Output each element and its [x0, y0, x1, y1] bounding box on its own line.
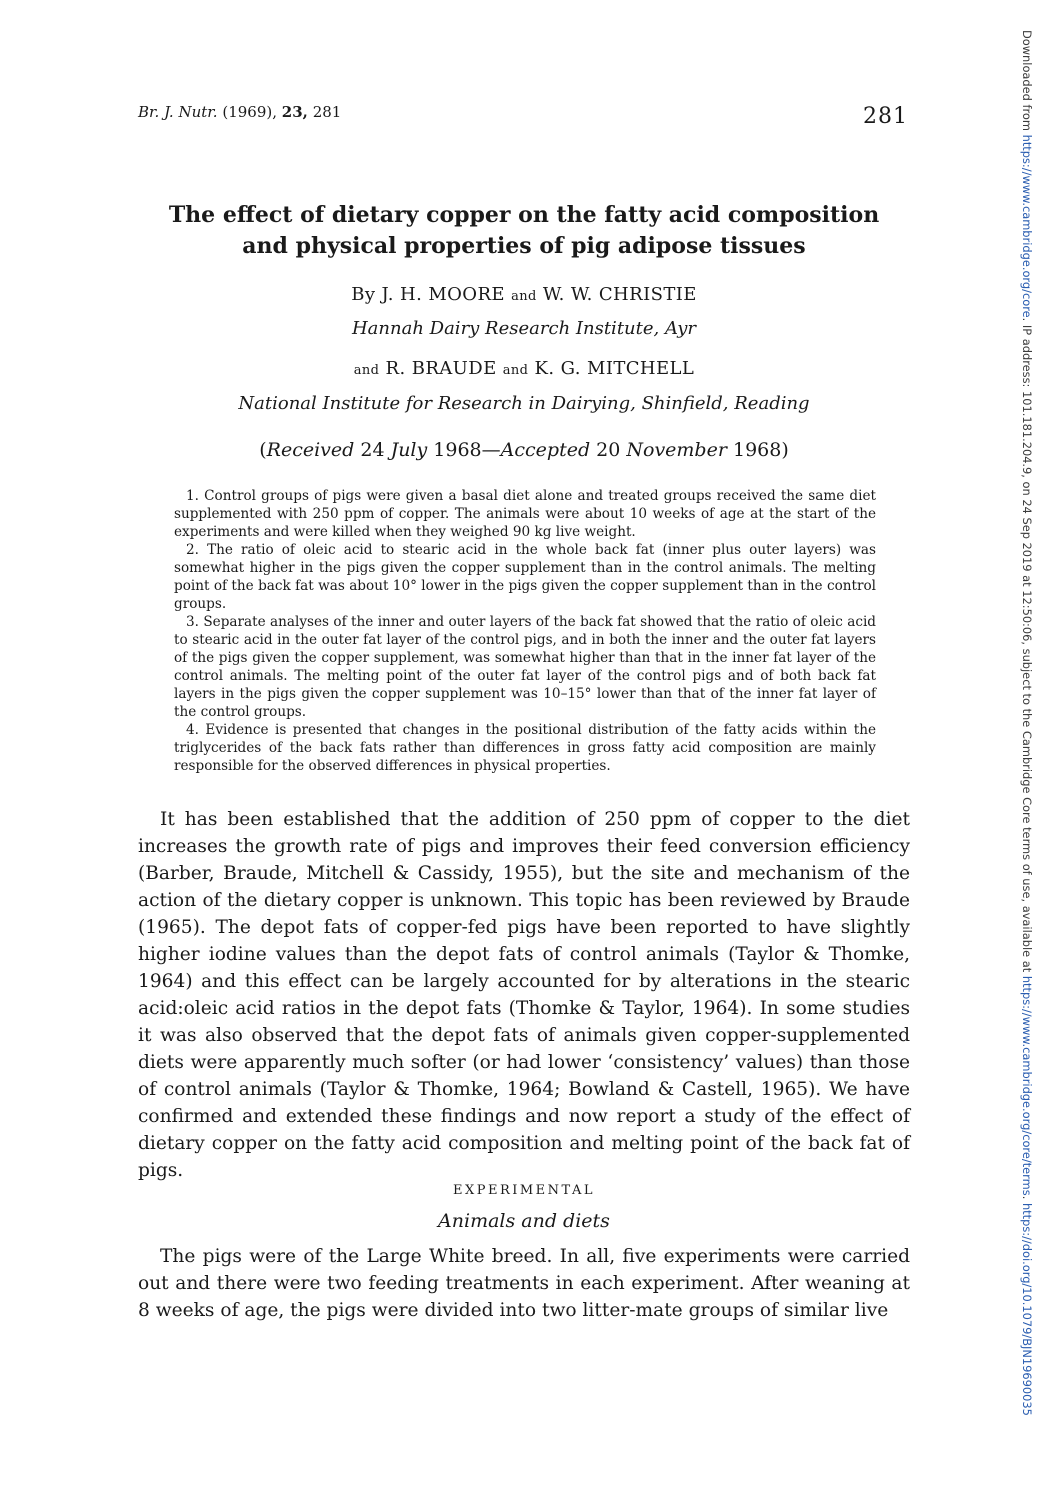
title-line-2: and physical properties of pig adipose tissues: [242, 233, 806, 259]
author-moore: J. H. MOORE: [381, 284, 505, 305]
section-heading: EXPERIMENTAL: [452, 1183, 596, 1198]
experimental-paragraph: The pigs were of the Large White breed. In all, five experiments were carried out and there were two feeding treatments in each experiment. After weaning at 8 weeks of age, the pigs were divided into two litter-mate groups of similar live: [138, 1246, 910, 1321]
and-label: and: [511, 289, 537, 304]
experimental-text: [138, 1243, 910, 1324]
page-number: 281: [863, 104, 908, 129]
affiliation-hannah: Hannah Dairy Research Institute, Ayr: [351, 318, 697, 339]
author-line-2: [138, 358, 910, 379]
abstract-point: 3. Separate analyses of the inner and outer layers of the back fat showed that the ratio of oleic acid to stearic acid in the outer fat layer of the control pigs, and in both the inner and the outer fat layers of the pigs given the copper supplement, was somewhat higher than that in the inner fat layer of the control animals. The melting point of the outer fat layer of the control pigs and of both back fat layers in the pigs given the copper supplement was 10–15° lower than that of the inner fat layer of the control groups.: [174, 614, 876, 720]
author-braude: R. BRAUDE: [385, 358, 497, 379]
author-christie: W. W. CHRISTIE: [542, 284, 697, 305]
received-dates: (Received 24 July 1968—Accepted 20 November 1968): [259, 439, 789, 461]
journal-start-page: 281: [312, 103, 342, 121]
journal-volume: 23,: [281, 103, 308, 121]
received-label: Received: [266, 439, 355, 461]
and-label: and: [502, 363, 529, 378]
author-line-1: [138, 284, 910, 305]
by-label: By: [351, 284, 376, 305]
accepted-label: Accepted: [500, 439, 591, 461]
abstract-point: 4. Evidence is presented that changes in the positional distribution of the fatty acids within the triglycerides of the back fats rather than differences in gross fatty acid composition are mainly responsible for the observed differences in physical properties.: [174, 722, 876, 774]
author-mitchell: K. G. MITCHELL: [534, 358, 695, 379]
abstract-point: 2. The ratio of oleic acid to stearic acid in the whole back fat (inner plus outer layers) was somewhat higher in the pigs given the copper supplement than in the control animals. The melting point of the back fat was about 10° lower in the pigs given the copper supplement than in the control groups.: [174, 542, 876, 612]
download-notice: Downloaded from https://www.cambridge.org/core. IP address: 101.181.204.9, on 24 Sep 2019 at 12:50:06, subject to the Cambridge Core terms of use, available at https://www.cambridge.org/core/terms. https://doi.org/10.1079/BJN19690035: [1020, 30, 1034, 1416]
abstract-point: 1. Control groups of pigs were given a basal diet alone and treated groups received the same diet supplemented with 250 ppm of copper. The animals were about 10 weeks of age at the start of the experiments and were killed when they weighed 90 kg live weight.: [174, 488, 876, 540]
article-title: [138, 200, 910, 262]
subsection-heading: Animals and diets: [438, 1210, 610, 1232]
abstract: [174, 487, 876, 775]
introduction: [138, 806, 910, 1184]
title-line-1: The effect of dietary copper on the fatty acid composition: [168, 202, 880, 228]
terms-link[interactable]: https://www.cambridge.org/core/terms: [1020, 975, 1034, 1196]
introduction-paragraph: It has been established that the addition of 250 ppm of copper to the diet increases the growth rate of pigs and improves their feed conversion efficiency (Barber, Braude, Mitchell & Cassidy, 1955), but the site and mechanism of the action of the dietary copper is unknown. This topic has been reviewed by Braude (1965). The depot fats of copper-fed pigs have been reported to have slightly higher iodine values than the depot fats of control animals (Taylor & Thomke, 1964) and this effect can be largely accounted for by alterations in the stearic acid:oleic acid ratios in the depot fats (Thomke & Taylor, 1964). In some studies it was also observed that the depot fats of animals given copper-supplemented diets were apparently much softer (or had lower ‘consistency’ values) than those of control animals (Taylor & Thomke, 1964; Bowland & Castell, 1965). We have confirmed and extended these findings and now report a study of the effect of dietary copper on the fatty acid composition and melting point of the back fat of pigs.: [138, 809, 910, 1181]
doi-link[interactable]: https://doi.org/10.1079/BJN19690035: [1020, 1202, 1034, 1416]
and-label: and: [353, 363, 380, 378]
cambridge-core-link[interactable]: https://www.cambridge.org/core: [1020, 134, 1034, 318]
affiliation-nird: National Institute for Research in Dairying, Shinfield, Reading: [238, 393, 810, 414]
journal-reference: [138, 103, 341, 121]
journal-year: (1969),: [222, 103, 278, 121]
journal-name: Br. J. Nutr.: [138, 103, 218, 121]
